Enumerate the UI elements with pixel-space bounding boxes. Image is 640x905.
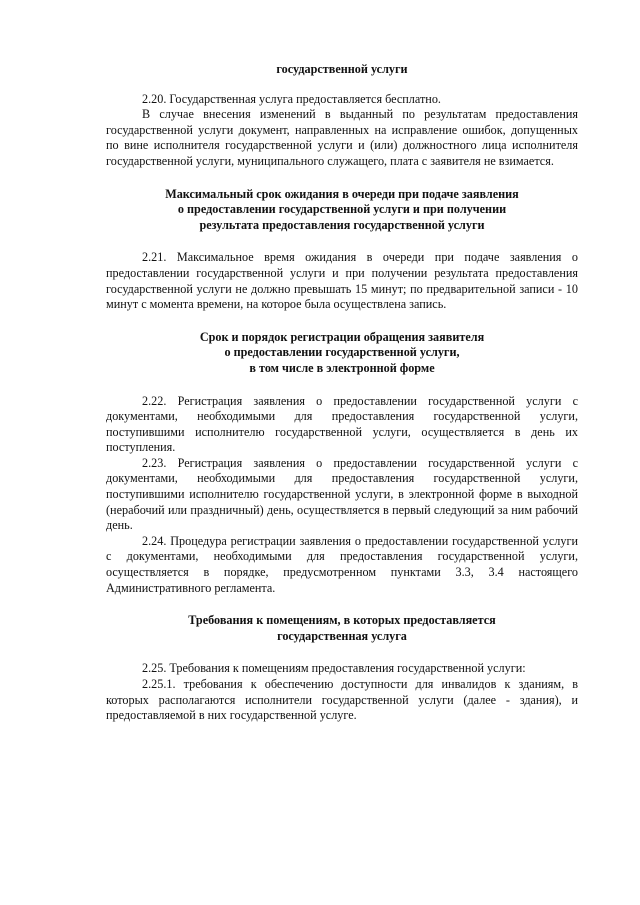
top-heading: государственной услуги [276, 62, 408, 76]
heading-line: о предоставлении государственной услуги, [224, 345, 460, 360]
paragraph-2-20-fee: В случае внесения изменений в выданный по результатам предоставления государственной услуги документ, направленных на исправление ошибок, допущенных по вине исполнителя государственной услуги и (или) должностного лица исполнителя государственной услуги, муниципального служащего, плата с заявителя не взимается. [106, 107, 578, 168]
heading-max-wait [106, 187, 578, 234]
heading-line: результата предоставления государственной услуги [199, 217, 485, 232]
heading-line: Максимальный срок ожидания в очереди при подаче заявления [165, 186, 519, 201]
heading-premises [106, 613, 578, 644]
document-page [106, 62, 578, 724]
paragraph-2-20: 2.20. Государственная услуга предоставляется бесплатно. [142, 91, 441, 106]
paragraph-2-25-1: 2.25.1. требования к обеспечению доступности для инвалидов к зданиям, в которых располагаются исполнители государственной услуги (далее - здания), и предоставляемой в них государственной услуге. [106, 677, 578, 723]
paragraph-2-22: 2.22. Регистрация заявления о предоставлении государственной услуги с документами, необходимыми для предоставления государственной услуги, поступившими исполнителю государственной услуги, осуществляется в день их поступления. [106, 393, 578, 455]
heading-line: о предоставлении государственной услуги и при получении [177, 202, 507, 217]
heading-line: государственная услуга [277, 628, 407, 643]
heading-line: Срок и порядок регистрации обращения заявителя [199, 329, 485, 344]
paragraph-2-23: 2.23. Регистрация заявления о предоставлении государственной услуги с документами, необходимыми для предоставления государственной услуги, поступившими исполнителю государственной услуги, в электронной форме в выходной (нерабочий или праздничный) день, осуществляется в первый следующий за ним рабочий день. [106, 455, 578, 533]
heading-line: в том числе в электронной форме [249, 360, 435, 375]
paragraph-2-25: 2.25. Требования к помещениям предоставления государственной услуги: [142, 661, 526, 676]
heading-line: Требования к помещениям, в которых предоставляется [188, 613, 496, 628]
paragraph-2-24: 2.24. Процедура регистрации заявления о предоставлении государственной услуги с документами, необходимыми для предоставления государственной услуги, осуществляется в порядке, предусмотренном пунктами 3.3, 3.4 настоящего Административного регламента. [106, 533, 578, 595]
paragraph-2-21: 2.21. Максимальное время ожидания в очереди при подаче заявления о предоставлении государственной услуги и при получении результата предоставления государственной услуги не должно превышать 15 минут; по предварительной записи - 10 минут с момента времени, на которое была осуществлена запись. [106, 250, 578, 312]
heading-registration [106, 330, 578, 377]
